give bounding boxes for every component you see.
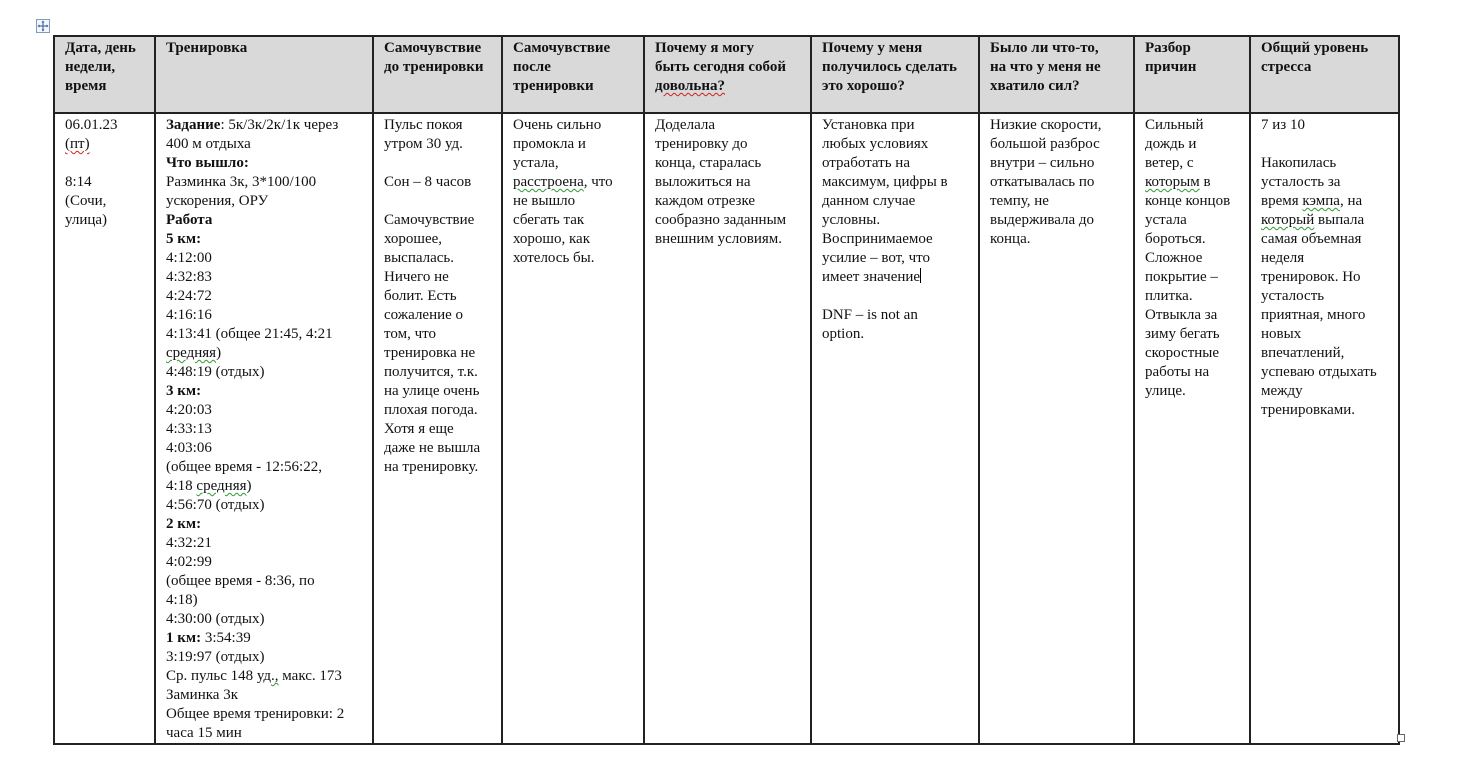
header-lacking-strength[interactable]: Было ли что-то, на что у меня не хватило сил? [979, 36, 1134, 113]
header-training[interactable]: Тренировка [155, 36, 373, 113]
cell-stress[interactable]: 7 из 10 Накопилась усталость за время кэмпа, на который выпала самая объемная неделя тренировок. Но усталость приятная, много новых впечатлений, успеваю отдыхать между тренировками. [1250, 113, 1399, 744]
cell-training[interactable]: Задание: 5к/3к/2к/1к через 400 м отдыха Что вышло: Разминка 3к, 3*100/100 ускорения, ОРУ Работа 5 км: 4:12:00 4:32:83 4:24:72 4:16:16 4:13:41 (общее 21:45, 4:21 средняя) 4:48:19 (отдых) 3 км: 4:20:03 4:33:13 4:03:06 (общее время - 12:56:22, 4:18 средняя) 4:56:70 (отдых) 2 км: 4:32:21 4:02:99 (общее время - 8:36, по 4:18) 4:30:00 (отдых) 1 км: 3:54:39 3:19:97 (отдых) Ср. пульс 148 уд., макс. 173 Заминка 3к Общее время тренировки: 2 часа 15 мин [155, 113, 373, 744]
header-date[interactable]: Дата, день недели, время [54, 36, 155, 113]
cell-reasons[interactable]: Сильный дождь и ветер, с которым в конце концов устала бороться. Сложное покрытие – плитка. Отвыкла за зиму бегать скоростные работы на улице. [1134, 113, 1250, 744]
header-feeling-before[interactable]: Самочувствие до тренировки [373, 36, 502, 113]
cell-why-good[interactable]: Установка при любых условиях отработать на максимум, цифры в данном случае условны. Воспринимаемое усилие – вот, что имеет значение DNF – is not an option. [811, 113, 979, 744]
table-resize-handle[interactable] [1397, 734, 1405, 742]
cell-why-proud[interactable]: Доделала тренировку до конца, старалась выложиться на каждом отрезке сообразно заданным внешним условиям. [644, 113, 811, 744]
header-feeling-after[interactable]: Самочувствие после тренировки [502, 36, 644, 113]
cell-feeling-after[interactable]: Очень сильно промокла и устала, расстроена, что не вышло сбегать так хорошо, как хотелось бы. [502, 113, 644, 744]
table-move-handle[interactable] [36, 19, 50, 33]
header-reasons[interactable]: Разбор причин [1134, 36, 1250, 113]
header-why-proud[interactable]: Почему я могу быть сегодня собой довольна? [644, 36, 811, 113]
move-arrows-icon [37, 20, 49, 32]
cell-feeling-before[interactable]: Пульс покоя утром 30 уд. Сон – 8 часов Самочувствие хорошее, выспалась. Ничего не болит. Есть сожаление о том, что тренировка не получится, т.к. на улице очень плохая погода. Хотя я еще даже не вышла на тренировку. [373, 113, 502, 744]
text-cursor [920, 268, 921, 283]
header-row [54, 36, 1399, 113]
table-row [54, 113, 1399, 744]
header-stress[interactable]: Общий уровень стресса [1250, 36, 1399, 113]
date-value: 06.01.23 [65, 117, 118, 133]
cell-lacking-strength[interactable]: Низкие скорости, большой разброс внутри – сильно откатывалась по темпу, не выдерживала до конца. [979, 113, 1134, 744]
stress-level: 7 из 10 [1261, 117, 1305, 133]
weekday-value: (пт) [65, 136, 90, 152]
header-why-good[interactable]: Почему у меня получилось сделать это хорошо? [811, 36, 979, 113]
cell-date[interactable]: 06.01.23 (пт) 8:14 (Сочи, улица) [54, 113, 155, 744]
time-value: 8:14 [65, 174, 92, 190]
training-log-table [53, 35, 1400, 745]
